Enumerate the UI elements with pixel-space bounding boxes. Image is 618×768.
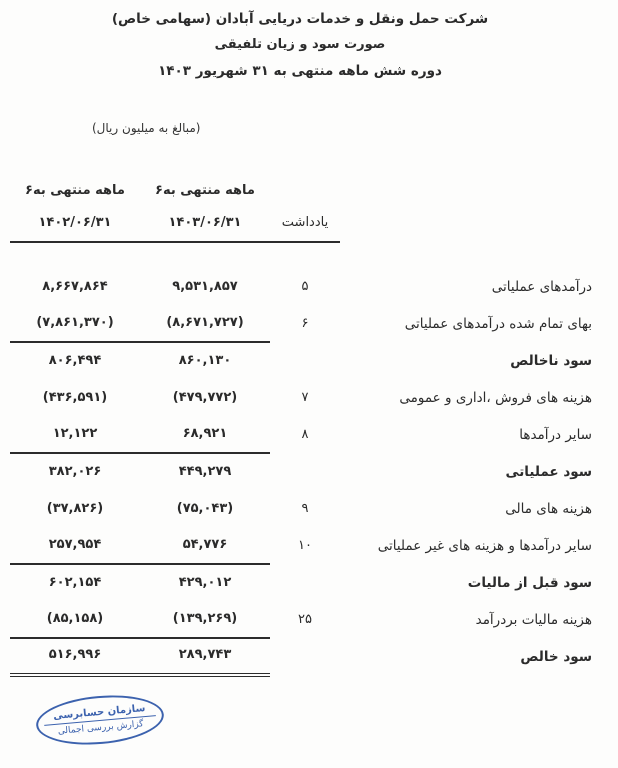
table-header-date-row bbox=[0, 204, 618, 242]
row-note: ۹ bbox=[301, 501, 309, 516]
row-label: بهای تمام شده درآمدهای عملیاتی bbox=[404, 315, 592, 332]
table-row bbox=[0, 564, 618, 601]
table-row bbox=[0, 601, 618, 638]
table-body bbox=[0, 268, 618, 675]
row-label: سود قبل از مالیات bbox=[467, 574, 592, 591]
row-value-prior: ۱۲,۱۲۲ bbox=[10, 415, 140, 454]
row-value-prior: (۷,۸۶۱,۳۷۰) bbox=[10, 304, 140, 343]
row-value-current: ۹,۵۳۱,۸۵۷ bbox=[172, 279, 238, 294]
table-row bbox=[0, 490, 618, 527]
row-value-prior: ۲۵۷,۹۵۴ bbox=[10, 526, 140, 565]
table-row bbox=[0, 342, 618, 379]
income-statement-table bbox=[0, 176, 618, 675]
row-note: ۱۰ bbox=[298, 538, 312, 553]
row-value-current: ۴۲۹,۰۱۲ bbox=[178, 575, 232, 590]
row-label: درآمدهای عملیاتی bbox=[491, 278, 592, 295]
statement-title: صورت سود و زیان تلفیقی bbox=[214, 37, 386, 52]
row-value-prior: (۴۳۶,۵۹۱) bbox=[42, 390, 108, 405]
row-note: ۶ bbox=[301, 316, 309, 331]
row-label: سود ناخالص bbox=[510, 352, 592, 369]
row-value-current: (۷۵,۰۴۳) bbox=[176, 501, 234, 516]
row-value-prior: (۳۷,۸۲۶) bbox=[46, 501, 104, 516]
row-value-current: (۸,۶۷۱,۷۲۷) bbox=[140, 304, 270, 343]
stamp-report-type-text: گزارش بررسی اجمالی bbox=[57, 719, 144, 737]
row-value-current: ۲۸۹,۷۴۳ bbox=[140, 636, 270, 677]
row-value-current: ۵۴,۷۷۶ bbox=[140, 526, 270, 565]
currency-unit-note: (مبالغ به میلیون ریال) bbox=[92, 121, 201, 135]
row-value-prior: ۸,۶۶۷,۸۶۴ bbox=[42, 279, 108, 294]
row-value-current: (۴۷۹,۷۷۲) bbox=[172, 390, 238, 405]
table-row bbox=[0, 305, 618, 342]
table-row bbox=[0, 453, 618, 490]
row-label: هزینه های فروش ،اداری و عمومی bbox=[399, 389, 592, 406]
table-header-period-row bbox=[0, 176, 618, 204]
row-label: سود عملیاتی bbox=[505, 463, 592, 480]
table-row bbox=[0, 416, 618, 453]
row-value-prior: ۵۱۶,۹۹۶ bbox=[10, 636, 140, 677]
row-value-current: ۸۶۰,۱۳۰ bbox=[178, 353, 232, 368]
audit-stamp bbox=[34, 691, 166, 750]
company-name: شرکت حمل ونقل و خدمات دریایی آبادان (سهامی خاص) bbox=[111, 11, 489, 27]
document-header bbox=[0, 6, 600, 84]
table-row bbox=[0, 268, 618, 305]
note-column-header: یادداشت bbox=[270, 203, 340, 243]
row-value-prior: (۸۵,۱۵۸) bbox=[10, 600, 140, 639]
prior-period-header: ۶ماهه منتهی به bbox=[25, 182, 125, 198]
table-row bbox=[0, 638, 618, 675]
row-value-current: ۴۴۹,۲۷۹ bbox=[178, 464, 232, 479]
table-row bbox=[0, 379, 618, 416]
row-value-prior: ۸۰۶,۴۹۴ bbox=[48, 353, 102, 368]
row-value-prior: ۳۸۲,۰۲۶ bbox=[48, 464, 102, 479]
row-label: هزینه مالیات بردرآمد bbox=[475, 611, 592, 628]
row-note: ۵ bbox=[301, 279, 309, 294]
current-period-header: ۶ماهه منتهی به bbox=[155, 182, 255, 198]
row-value-current: (۱۳۹,۲۶۹) bbox=[140, 600, 270, 639]
stamp-organization-text: سازمان حسابرسی bbox=[52, 703, 146, 723]
row-value-prior: ۶۰۲,۱۵۴ bbox=[48, 575, 102, 590]
row-note: ۷ bbox=[301, 390, 309, 405]
statement-period: دوره شش ماهه منتهی به ۳۱ شهریور ۱۴۰۳ bbox=[158, 63, 442, 79]
row-note: ۸ bbox=[301, 427, 309, 442]
row-label: سایر درآمدها و هزینه های غیر عملیاتی bbox=[377, 537, 592, 554]
table-row bbox=[0, 527, 618, 564]
row-note: ۲۵ bbox=[298, 612, 312, 627]
row-value-current: ۶۸,۹۲۱ bbox=[140, 415, 270, 454]
row-label: هزینه های مالی bbox=[505, 500, 592, 517]
row-label: سایر درآمدها bbox=[519, 426, 592, 443]
row-label: سود خالص bbox=[520, 648, 592, 665]
prior-period-date: ۱۴۰۲/۰۶/۳۱ bbox=[10, 203, 140, 243]
current-period-date: ۱۴۰۳/۰۶/۳۱ bbox=[140, 203, 270, 243]
